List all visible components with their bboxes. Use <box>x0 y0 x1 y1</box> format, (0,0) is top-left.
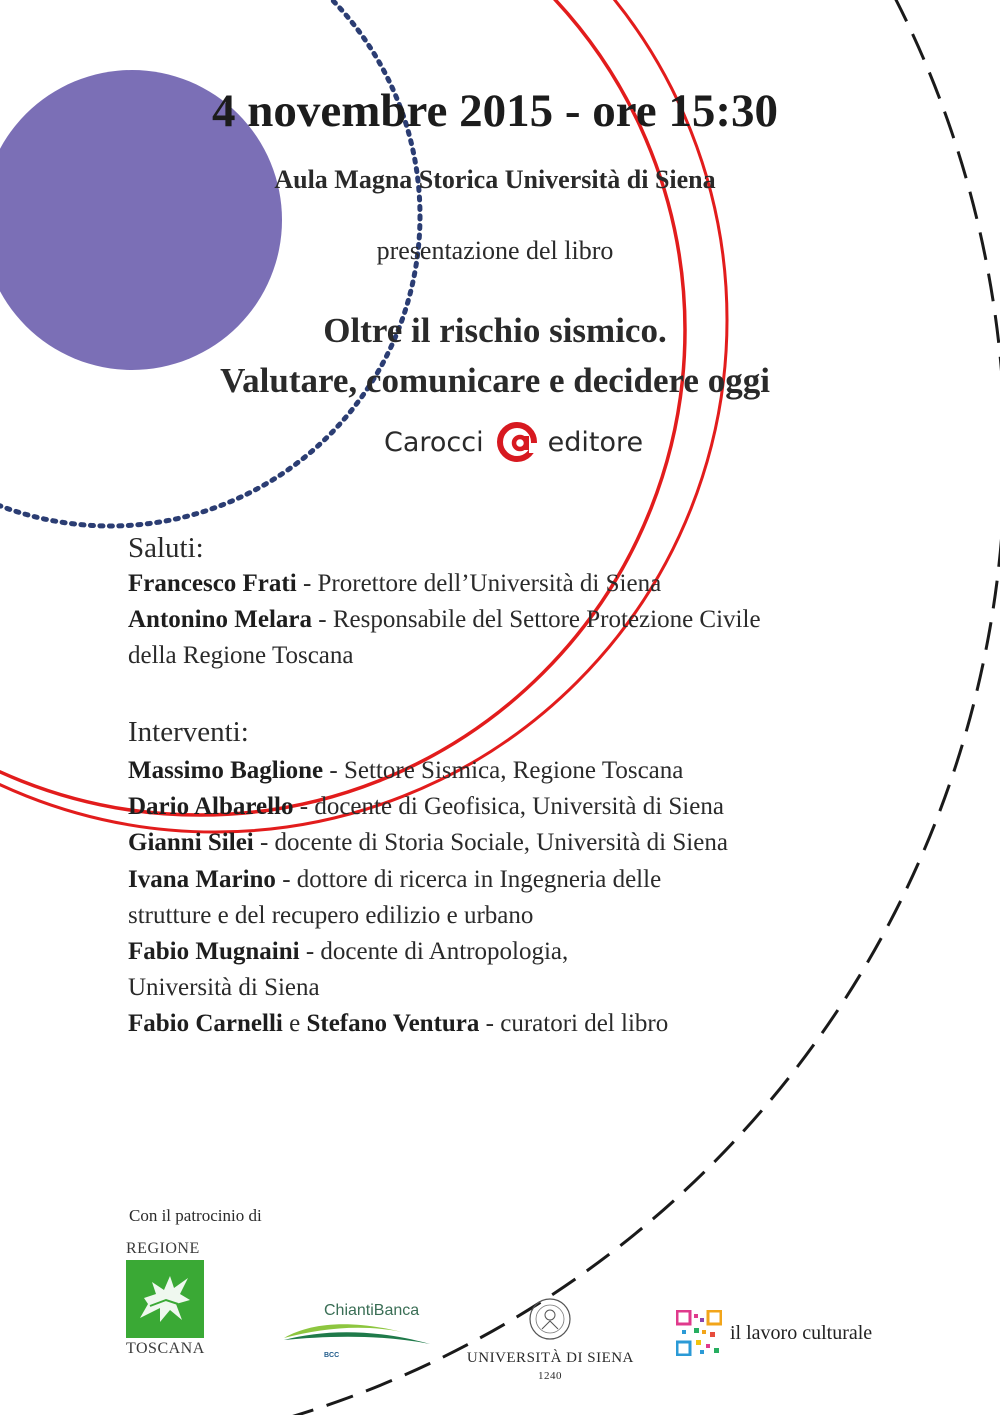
presentation-label: presentazione del libro <box>376 236 614 265</box>
event-date-time: 4 novembre 2015 - ore 15:30 <box>211 85 779 137</box>
publisher-name-left: Carocci <box>384 426 484 458</box>
regione-toscana-logo <box>126 1240 208 1358</box>
publisher-name-right: editore <box>547 426 644 458</box>
patronage-label: Con il patrocinio di <box>129 1206 262 1225</box>
greeting-item-continuation: della Regione Toscana <box>128 642 354 669</box>
chiantibanca-logo <box>282 1302 432 1360</box>
talks-title: Interventi: <box>128 716 249 748</box>
pegasus-icon-box <box>126 1260 204 1338</box>
speaker-role: - dottore di ricerca in Ingegneria delle <box>275 866 662 893</box>
speaker-name: Massimo Baglione <box>128 757 324 784</box>
speaker-name: Fabio Mugnaini <box>128 938 300 965</box>
speaker-role: - docente di Storia Sociale, Università di Siena <box>253 829 728 856</box>
speaker-role: - docente di Geofisica, Università di Siena <box>293 793 724 820</box>
speaker-role: - docente di Antropologia, <box>299 938 569 965</box>
speaker-name: Dario Albarello <box>128 793 294 820</box>
carocci-at-icon <box>496 421 538 463</box>
speaker-role: - Prorettore dell’Università di Siena <box>296 570 662 597</box>
pegasus-icon <box>126 1260 204 1338</box>
talk-item <box>128 934 568 970</box>
university-name: UNIVERSITÀ DI SIENA 1240 <box>466 1350 634 1382</box>
qr-code-icon <box>676 1310 722 1356</box>
event-venue: Aula Magna Storica Università di Siena <box>274 165 716 194</box>
universita-siena-logo <box>460 1297 640 1384</box>
talk-item-continuation: Università di Siena <box>128 974 320 1001</box>
talk-item <box>128 1006 668 1042</box>
toscana-logo-top-text: REGIONE <box>126 1240 200 1257</box>
bcc-mark: BCC <box>324 1352 340 1359</box>
talk-item <box>128 789 724 825</box>
book-title <box>0 306 990 406</box>
talk-item <box>128 825 728 861</box>
speaker-name: Gianni Silei <box>128 829 254 856</box>
talk-item-continuation: strutture e del recupero edilizio e urbano <box>128 902 534 929</box>
talk-item <box>128 753 683 789</box>
speaker-name: Fabio Carnelli <box>128 1010 283 1037</box>
university-seal-icon <box>528 1297 572 1341</box>
speaker-name: Francesco Frati <box>128 570 297 597</box>
chiantibanca-name: ChiantiBanca <box>324 1302 420 1319</box>
speaker-name: Ivana Marino <box>128 866 276 893</box>
speaker-role: - curatori del libro <box>479 1010 669 1037</box>
greeting-item <box>128 566 661 602</box>
greetings-title: Saluti: <box>128 532 204 564</box>
publisher-logo <box>384 417 643 467</box>
book-title-line-2: Valutare, comunicare e decidere oggi <box>220 361 770 400</box>
speaker-role: - Responsabile del Settore Protezione Civile <box>312 606 761 633</box>
il-lavoro-culturale-name: il lavoro culturale <box>730 1321 873 1344</box>
toscana-logo-bottom-text: TOSCANA <box>126 1340 205 1357</box>
conjunction: e <box>282 1010 307 1037</box>
chiantibanca-swoosh-icon <box>282 1302 432 1360</box>
speaker-name: Antonino Melara <box>128 606 313 633</box>
il-lavoro-culturale-logo <box>676 1310 872 1356</box>
speaker-role: - Settore Sismica, Regione Toscana <box>323 757 684 784</box>
book-title-line-1: Oltre il rischio sismico. <box>323 311 667 350</box>
speaker-name: Stefano Ventura <box>306 1010 480 1037</box>
talk-item <box>128 862 661 898</box>
greeting-item <box>128 602 761 638</box>
